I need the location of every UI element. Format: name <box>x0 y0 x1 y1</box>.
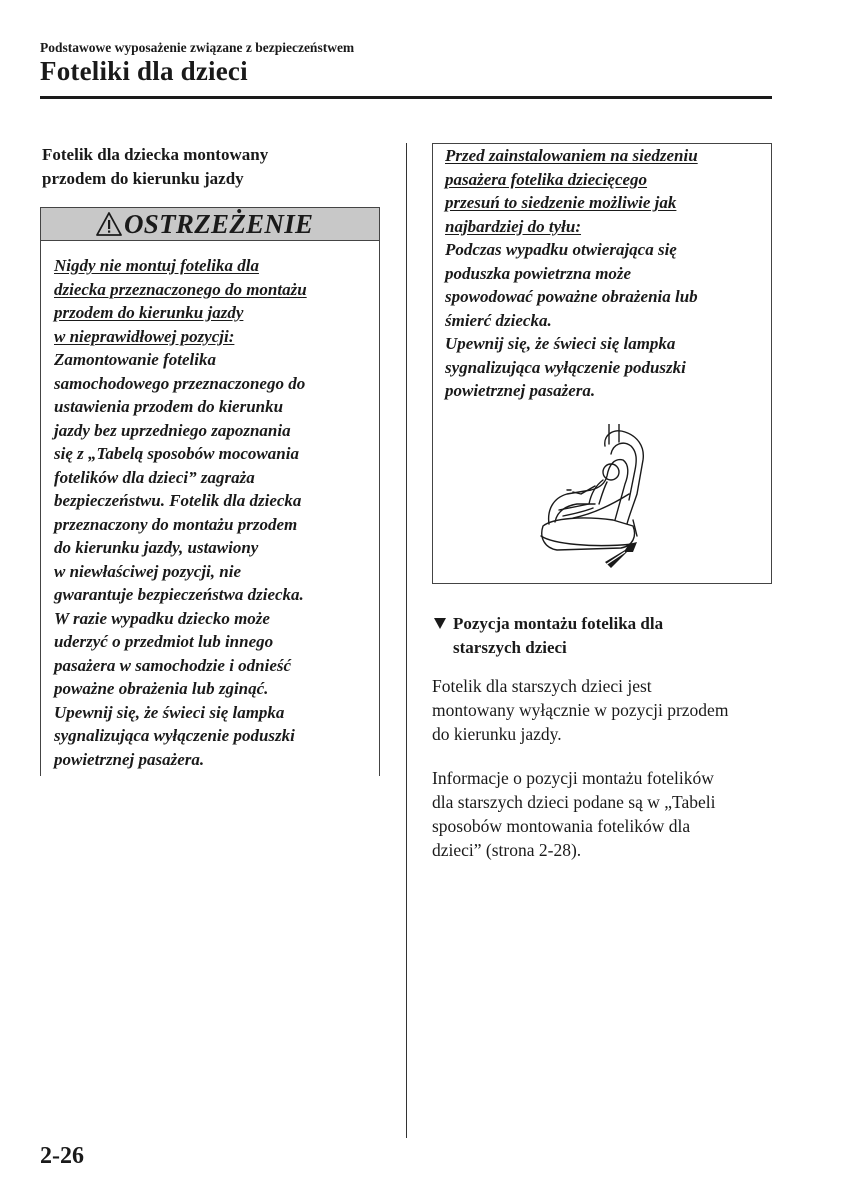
warning-line: sygnalizująca wyłączenie poduszki <box>54 726 295 745</box>
warning-line: samochodowego przeznaczonego do <box>54 373 306 393</box>
warning-label: OSTRZEŻENIE <box>124 208 314 239</box>
warning-header <box>40 207 380 241</box>
paragraph-line: montowany wyłącznie w pozycji przodem <box>432 700 729 720</box>
paragraph-line: dzieci” (strona 2-28). <box>432 840 582 860</box>
warning-line: Zamontowanie fotelika <box>54 350 216 369</box>
warning-line: pasażera w samochodzie i odnieść <box>54 655 292 675</box>
warning-line: do kierunku jazdy, ustawiony <box>54 538 259 557</box>
section-heading <box>433 612 663 660</box>
warning-line: bezpieczeństwu. Fotelik dla dziecka <box>54 491 302 510</box>
paragraph-line: Informacje o pozycji montażu fotelików <box>432 768 714 788</box>
caution-line-underlined: najbardziej do tyłu: <box>445 216 582 236</box>
caution-line: sygnalizująca wyłączenie poduszki <box>445 357 686 377</box>
warning-line-underlined: przodem do kierunku jazdy <box>54 303 244 322</box>
caution-text <box>445 144 767 403</box>
paragraph-info <box>432 766 772 862</box>
caution-line: Podczas wypadku otwierająca się <box>445 240 677 259</box>
warning-line-underlined: dziecka przeznaczonego do montażu <box>54 279 307 299</box>
subheading-forward-facing <box>42 143 268 191</box>
caution-line-underlined: przesuń to siedzenie możliwie jak <box>445 193 677 212</box>
breadcrumb: Podstawowe wyposażenie związane z bezpieczeństwem <box>40 40 355 55</box>
caution-line: śmierć dziecka. <box>445 310 552 330</box>
warning-line: Upewnij się, że świeci się lampka <box>54 702 285 722</box>
warning-text <box>54 254 376 771</box>
column-divider <box>406 143 407 1138</box>
triangle-down-icon <box>433 612 447 630</box>
paragraph-line: Fotelik dla starszych dzieci jest <box>432 676 652 696</box>
warning-line-underlined: Nigdy nie montuj fotelika dla <box>54 256 259 275</box>
warning-line: poważne obrażenia lub zginąć. <box>54 679 269 698</box>
caution-line-underlined: Przed zainstalowaniem na siedzeniu <box>445 146 698 165</box>
paragraph-line: dla starszych dzieci podane są w „Tabeli <box>432 792 716 812</box>
paragraph-older-children <box>432 674 772 746</box>
caution-line-underlined: pasażera fotelika dziecięcego <box>445 169 648 189</box>
section-heading-line: starszych dzieci <box>453 638 567 657</box>
warning-line: jazdy bez uprzedniego zapoznania <box>54 420 291 440</box>
warning-triangle-icon <box>96 211 122 237</box>
caution-line: Upewnij się, że świeci się lampka <box>445 334 676 353</box>
warning-line: w niewłaściwej pozycji, nie <box>54 561 241 581</box>
warning-line: ustawienia przodem do kierunku <box>54 397 284 416</box>
warning-line: powietrznej pasażera. <box>54 749 205 769</box>
warning-box <box>40 241 380 776</box>
paragraph-line: do kierunku jazdy. <box>432 724 562 744</box>
caution-box <box>432 143 772 584</box>
warning-line: przeznaczony do montażu przodem <box>54 514 298 534</box>
section-heading-text <box>453 612 663 660</box>
warning-line: gwarantuje bezpieczeństwa dziecka. <box>54 585 304 604</box>
child-seat-illustration <box>533 424 663 574</box>
warning-line: uderzyć o przedmiot lub innego <box>54 632 274 651</box>
caution-line: powietrznej pasażera. <box>445 381 596 400</box>
warning-line-underlined: w nieprawidłowej pozycji: <box>54 326 235 346</box>
page-number: 2-26 <box>40 1143 84 1169</box>
caution-line: spowodować poważne obrażenia lub <box>445 287 698 306</box>
paragraph-line: sposobów montowania fotelików dla <box>432 816 691 836</box>
title-rule <box>40 96 772 99</box>
warning-line: fotelików dla dzieci” zagraża <box>54 467 255 487</box>
section-heading-line: Pozycja montażu fotelika dla <box>453 614 664 633</box>
warning-line: się z „Tabelą sposobów mocowania <box>54 444 299 463</box>
subheading-line: Fotelik dla dziecka montowany <box>42 145 269 164</box>
warning-line: W razie wypadku dziecko może <box>54 608 270 628</box>
subheading-line: przodem do kierunku jazdy <box>42 169 244 188</box>
caution-line: poduszka powietrzna może <box>445 263 632 283</box>
page-title: Foteliki dla dzieci <box>40 56 248 86</box>
